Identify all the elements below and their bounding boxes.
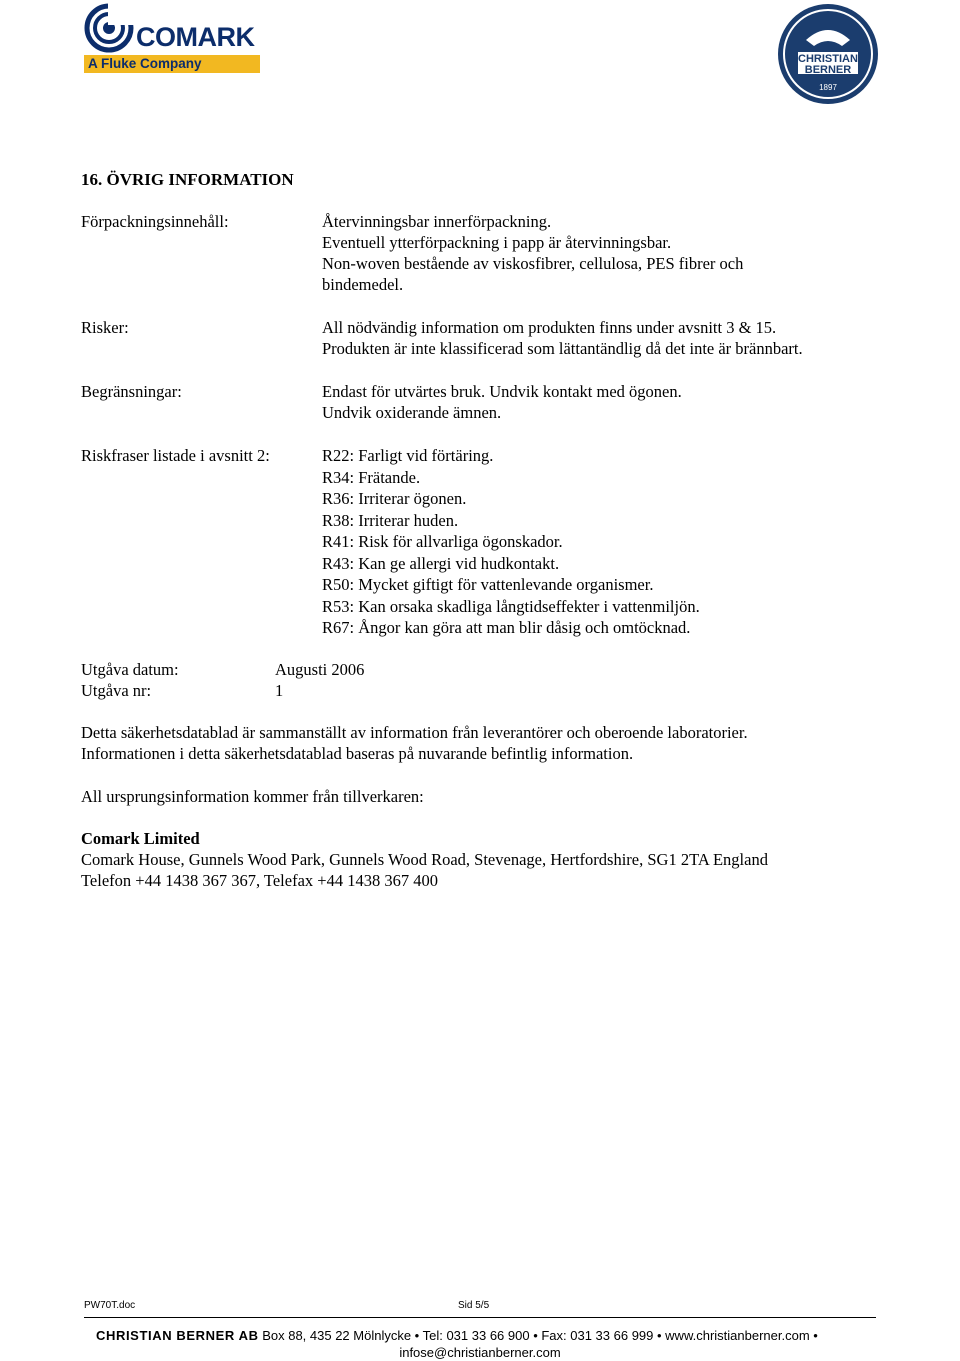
limitations-line: Endast för utvärtes bruk. Undvik kontakt med ögonen. bbox=[322, 382, 682, 401]
limitations-label: Begränsningar: bbox=[81, 382, 182, 401]
comark-swirl-icon bbox=[84, 3, 134, 53]
disclaimer-line: Informationen i detta säkerhetsdatablad baseras på nuvarande befintlig information. bbox=[81, 744, 634, 763]
risks-label: Risker: bbox=[81, 318, 129, 337]
footer-email: infose@christianberner.com bbox=[399, 1345, 561, 1360]
footer-contact-details: Box 88, 435 22 Mölnlycke • Tel: 031 33 66 900 • Fax: 031 33 66 999 • www.christianberner.com • bbox=[258, 1328, 818, 1343]
company-name: Comark Limited bbox=[81, 829, 200, 848]
limitations-line: Undvik oxiderande ämnen. bbox=[322, 403, 502, 422]
fluke-tagline: A Fluke Company bbox=[88, 56, 202, 71]
footer-company: CHRISTIAN BERNER AB bbox=[96, 1328, 259, 1343]
risk-phrase: R53: Kan orsaka skadliga långtidseffekter i vattenmiljön. bbox=[322, 596, 700, 616]
section-heading: 16. ÖVRIG INFORMATION bbox=[81, 170, 294, 189]
seal-line-2: BERNER bbox=[804, 64, 852, 76]
edition-date-value: Augusti 2006 bbox=[275, 660, 365, 679]
packaging-label: Förpackningsinnehåll: bbox=[81, 212, 229, 231]
risk-phrase: R67: Ångor kan göra att man blir dåsig och omtöcknad. bbox=[322, 618, 691, 637]
risk-phrase: R41: Risk för allvarliga ögonskador. bbox=[322, 532, 563, 551]
risks-line: All nödvändig information om produkten finns under avsnitt 3 & 15. bbox=[322, 318, 777, 337]
edition-nr-value: 1 bbox=[275, 681, 284, 700]
risk-phrase: R22: Farligt vid förtäring. bbox=[322, 446, 494, 465]
comark-wordmark: COMARK bbox=[136, 22, 255, 52]
risk-phrase: R36: Irriterar ögonen. bbox=[322, 489, 467, 508]
company-phone: Telefon +44 1438 367 367, Telefax +44 1438 367 400 bbox=[81, 871, 438, 890]
company-address: Comark House, Gunnels Wood Park, Gunnels Wood Road, Stevenage, Hertfordshire, SG1 2TA England bbox=[81, 850, 768, 869]
disclaimer-line: Detta säkerhetsdatablad är sammanställt av information från leverantörer och oberoende laboratorier. bbox=[81, 723, 748, 742]
edition-date-label: Utgåva datum: bbox=[81, 660, 179, 679]
risks-line: Produkten är inte klassificerad som lättantändlig då det inte är brännbart. bbox=[322, 339, 803, 358]
seal-line-1: CHRISTIAN bbox=[798, 53, 858, 65]
packaging-line: Eventuell ytterförpackning i papp är återvinningsbar. bbox=[322, 233, 672, 252]
packaging-line: Återvinningsbar innerförpackning. bbox=[322, 212, 552, 231]
edition-nr-label: Utgåva nr: bbox=[81, 681, 152, 700]
footer-page-number: Sid 5/5 bbox=[458, 1300, 490, 1311]
footer-divider bbox=[84, 1317, 876, 1318]
seal-year: 1897 bbox=[819, 83, 837, 92]
christian-berner-seal-icon bbox=[776, 2, 880, 106]
footer-doc-name: PW70T.doc bbox=[84, 1300, 136, 1311]
risk-phrases-label: Riskfraser listade i avsnitt 2: bbox=[81, 446, 270, 465]
risk-phrase: R43: Kan ge allergi vid hudkontakt. bbox=[322, 553, 560, 573]
origin-text: All ursprungsinformation kommer från tillverkaren: bbox=[81, 787, 424, 806]
risk-phrase: R38: Irriterar huden. bbox=[322, 510, 459, 530]
risk-phrase: R50: Mycket giftigt för vattenlevande organismer. bbox=[322, 575, 654, 594]
packaging-line: Non-woven bestående av viskosfibrer, cellulosa, PES fibrer och bbox=[322, 254, 744, 273]
packaging-line: bindemedel. bbox=[322, 275, 404, 294]
risk-phrase: R34: Frätande. bbox=[322, 467, 421, 487]
footer-contact bbox=[96, 1327, 876, 1344]
